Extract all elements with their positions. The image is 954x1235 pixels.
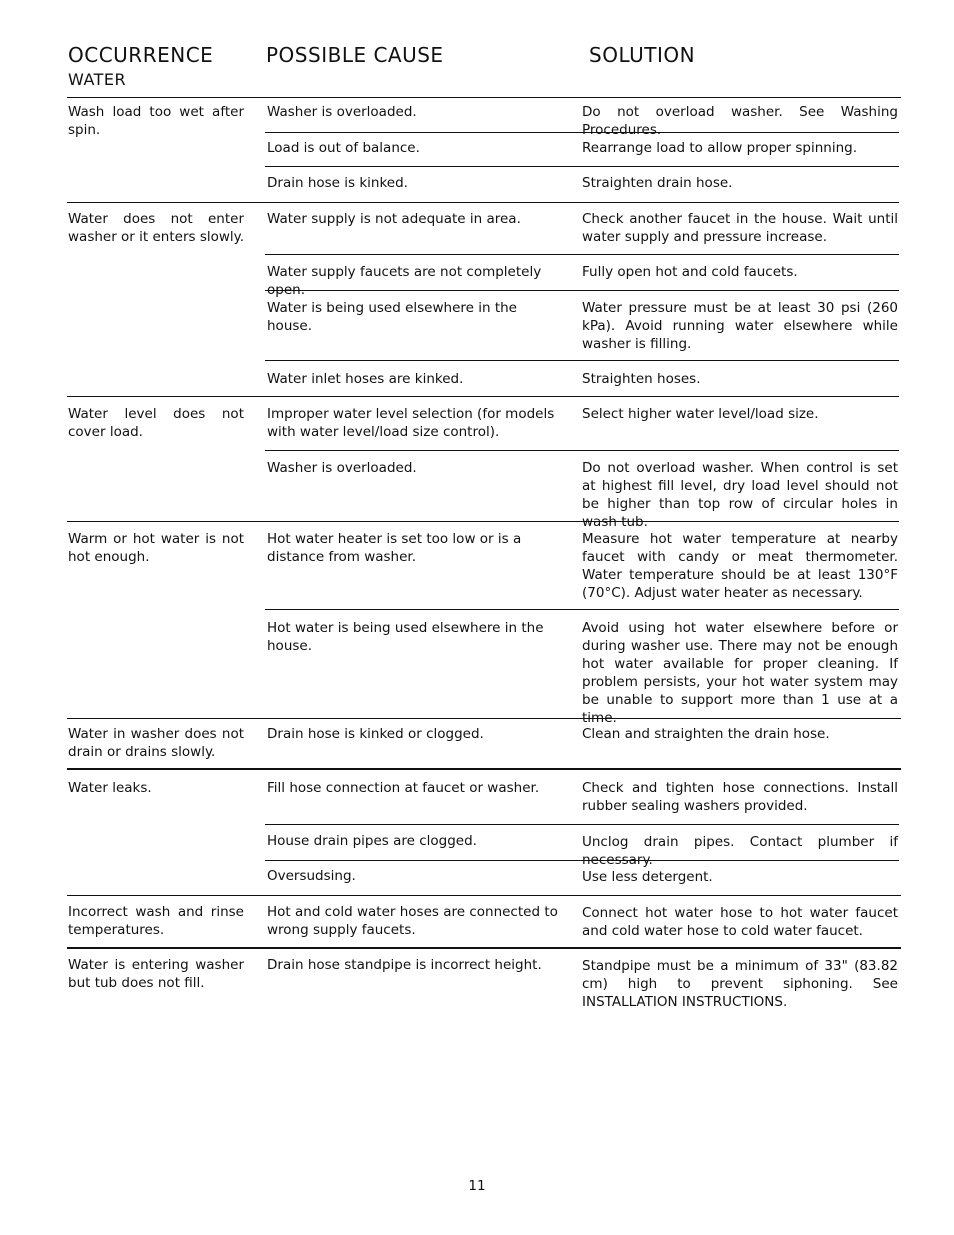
page-number: 11 bbox=[468, 1178, 486, 1194]
occurrence-text: Incorrect wash and rinse temperatures. bbox=[68, 904, 244, 938]
solution-text: Rearrange load to allow proper spinning. bbox=[582, 140, 857, 156]
solution-text: Use less detergent. bbox=[582, 869, 713, 885]
solution-text: Measure hot water temperature at nearby faucet with candy or meat thermometer. Water temperature should be at least 130°F (70°C). Adjust water heater as necessary. bbox=[582, 531, 898, 601]
group-divider bbox=[67, 947, 901, 949]
cause-text: Washer is overloaded. bbox=[267, 104, 417, 120]
row-divider bbox=[265, 360, 899, 361]
cause-text: Drain hose standpipe is incorrect height. bbox=[267, 957, 542, 973]
occurrence-text: Water leaks. bbox=[68, 780, 152, 796]
solution-text: Do not overload washer. See Washing Procedures. bbox=[582, 104, 898, 138]
solution-text: Check another faucet in the house. Wait until water supply and pressure increase. bbox=[582, 211, 898, 245]
group-divider bbox=[67, 768, 901, 770]
cause-text: Water supply is not adequate in area. bbox=[267, 211, 521, 227]
cause-text: Load is out of balance. bbox=[267, 140, 420, 156]
solution-text: Water pressure must be at least 30 psi (260 kPa). Avoid running water elsewhere while washer is filling. bbox=[582, 300, 898, 352]
solution-text: Connect hot water hose to hot water faucet and cold water hose to cold water faucet. bbox=[582, 905, 898, 939]
solution-text: Fully open hot and cold faucets. bbox=[582, 264, 798, 280]
occurrence-text: Water is entering washer but tub does not fill. bbox=[68, 957, 244, 991]
solution-text: Unclog drain pipes. Contact plumber if necessary. bbox=[582, 834, 898, 868]
solution-text: Standpipe must be a minimum of 33" (83.82 cm) high to prevent siphoning. See INSTALLATION INSTRUCTIONS. bbox=[582, 958, 898, 1010]
header-divider bbox=[67, 97, 901, 98]
solution-text: Straighten hoses. bbox=[582, 371, 701, 387]
solution-text: Select higher water level/load size. bbox=[582, 406, 819, 422]
solution-text: Do not overload washer. When control is set at highest fill level, dry load level should not be higher than top row of circular holes in wash tub. bbox=[582, 460, 898, 530]
solution-header: SOLUTION bbox=[589, 43, 696, 67]
row-divider bbox=[265, 824, 899, 825]
cause-text: Hot water heater is set too low or is a distance from washer. bbox=[267, 531, 522, 565]
row-divider bbox=[265, 609, 899, 610]
category-header: WATER bbox=[68, 70, 127, 89]
solution-text: Clean and straighten the drain hose. bbox=[582, 726, 830, 742]
cause-text: Oversudsing. bbox=[267, 868, 356, 884]
cause-text: House drain pipes are clogged. bbox=[267, 833, 477, 849]
occurrence-text: Water in washer does not drain or drains slowly. bbox=[68, 726, 244, 760]
group-divider bbox=[67, 895, 901, 896]
occurrence-header: OCCURRENCE bbox=[68, 43, 214, 67]
occurrence-text: Water level does not cover load. bbox=[68, 406, 244, 440]
possible-cause-header: POSSIBLE CAUSE bbox=[266, 43, 444, 67]
row-divider bbox=[265, 166, 899, 167]
cause-text: Drain hose is kinked. bbox=[267, 175, 408, 191]
row-divider bbox=[265, 450, 899, 451]
cause-text: Drain hose is kinked or clogged. bbox=[267, 726, 484, 742]
cause-text: Hot and cold water hoses are connected to wrong supply faucets. bbox=[267, 904, 558, 938]
solution-text: Avoid using hot water elsewhere before or during washer use. There may not be enough hot water available for proper cleaning. If problem persists, your hot water system may be unable to support more than 1 use at a time. bbox=[582, 620, 898, 726]
cause-text: Water supply faucets are not completely open. bbox=[267, 264, 542, 298]
row-divider bbox=[265, 254, 899, 255]
cause-text: Water inlet hoses are kinked. bbox=[267, 371, 464, 387]
group-divider bbox=[67, 202, 899, 203]
cause-text: Washer is overloaded. bbox=[267, 460, 417, 476]
cause-text: Improper water level selection (for models with water level/load size control). bbox=[267, 406, 555, 440]
occurrence-text: Warm or hot water is not hot enough. bbox=[68, 531, 244, 565]
cause-text: Water is being used elsewhere in the house. bbox=[267, 300, 517, 334]
solution-text: Straighten drain hose. bbox=[582, 175, 733, 191]
occurrence-text: Water does not enter washer or it enters slowly. bbox=[68, 211, 245, 245]
solution-text: Check and tighten hose connections. Install rubber sealing washers provided. bbox=[582, 780, 898, 814]
occurrence-text: Wash load too wet after spin. bbox=[68, 104, 244, 138]
group-divider bbox=[67, 396, 899, 397]
cause-text: Fill hose connection at faucet or washer. bbox=[267, 780, 540, 796]
cause-text: Hot water is being used elsewhere in the house. bbox=[267, 620, 544, 654]
